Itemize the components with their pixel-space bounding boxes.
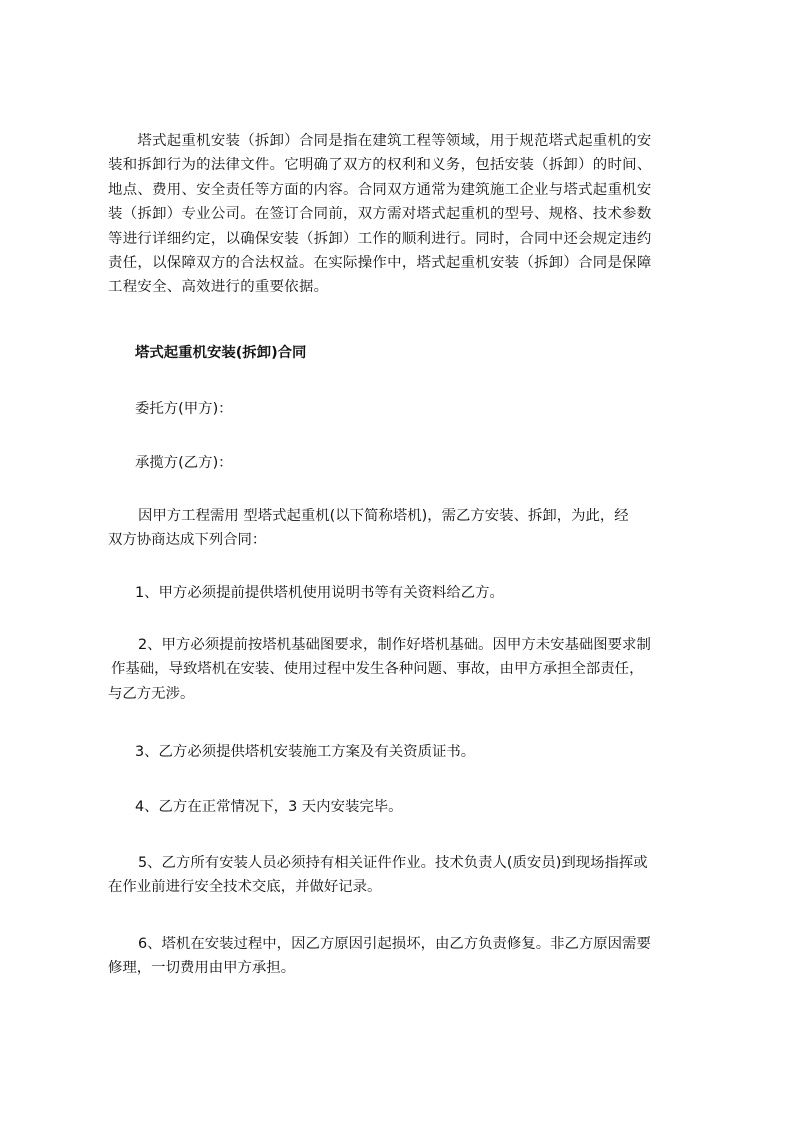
clause-6 (108, 932, 700, 981)
intro-line: 工程安全、高效进行的重要依据。 (108, 279, 329, 296)
preamble-line: 双方协商达成下列合同： (108, 532, 267, 549)
clause-line: 修理，一切费用由甲方承担。 (108, 960, 296, 977)
intro-line: 塔式起重机安装（拆卸）合同是指在建筑工程等领域，用于规范塔式起重机的安 (108, 133, 652, 149)
preamble-paragraph (108, 504, 700, 553)
clause-line: 在作业前进行安全技术交底，并做好记录。 (108, 879, 382, 896)
preamble-line: 因甲方工程需用 型塔式起重机(以下简称塔机)，需乙方安装、拆卸，为此，经 (138, 508, 629, 524)
intro-line: 装（拆卸）专业公司。在签订合同前，双方需对塔式起重机的型号、规格、技术参数 (108, 206, 652, 223)
contract-title: 塔式起重机安装(拆卸)合同 (135, 345, 307, 361)
clause-line: 与乙方无涉。 (108, 685, 195, 702)
intro-line: 等进行详细约定，以确保安装（拆卸）工作的顺利进行。同时，合同中还会规定违约 (108, 230, 652, 247)
intro-line: 装和拆卸行为的法律文件。它明确了双方的权利和义务，包括安装（拆卸）的时间、 (108, 157, 652, 174)
clause-5 (108, 851, 700, 900)
clause-2 (108, 633, 700, 706)
intro-line: 责任，以保障双方的合法权益。在实际操作中，塔式起重机安装（拆卸）合同是保障 (108, 254, 652, 271)
clause-line: 5、乙方所有安装人员必须持有相关证件作业。技术负责人(质安员)到现场指挥或 (138, 855, 648, 871)
clause-line: 3、乙方必须提供塔机安装施工方案及有关资质证书。 (135, 744, 476, 760)
clause-4 (135, 795, 727, 819)
intro-line: 地点、费用、安全责任等方面的内容。合同双方通常为建筑施工企业与塔式起重机安 (108, 181, 652, 198)
clause-line: 6、塔机在安装过程中，因乙方原因引起损坏，由乙方负责修复。非乙方原因需要 (138, 936, 651, 952)
party-b-label: 承揽方(乙方)： (135, 455, 233, 471)
intro-paragraph (108, 129, 700, 300)
clause-line: 4、乙方在正常情况下，3 天内安装完毕。 (135, 799, 403, 815)
clause-line: 1、甲方必须提前提供塔机使用说明书等有关资料给乙方。 (135, 585, 504, 601)
party-a-label: 委托方(甲方)： (135, 401, 233, 417)
clause-line: 作基础，导致塔机在安装、使用过程中发生各种问题、事故，由甲方承担全部责任， (111, 661, 644, 678)
clause-1 (135, 581, 727, 605)
clause-3 (135, 740, 727, 764)
clause-line: 2、甲方必须提前按塔机基础图要求，制作好塔机基础。因甲方未安基础图要求制 (138, 637, 651, 653)
